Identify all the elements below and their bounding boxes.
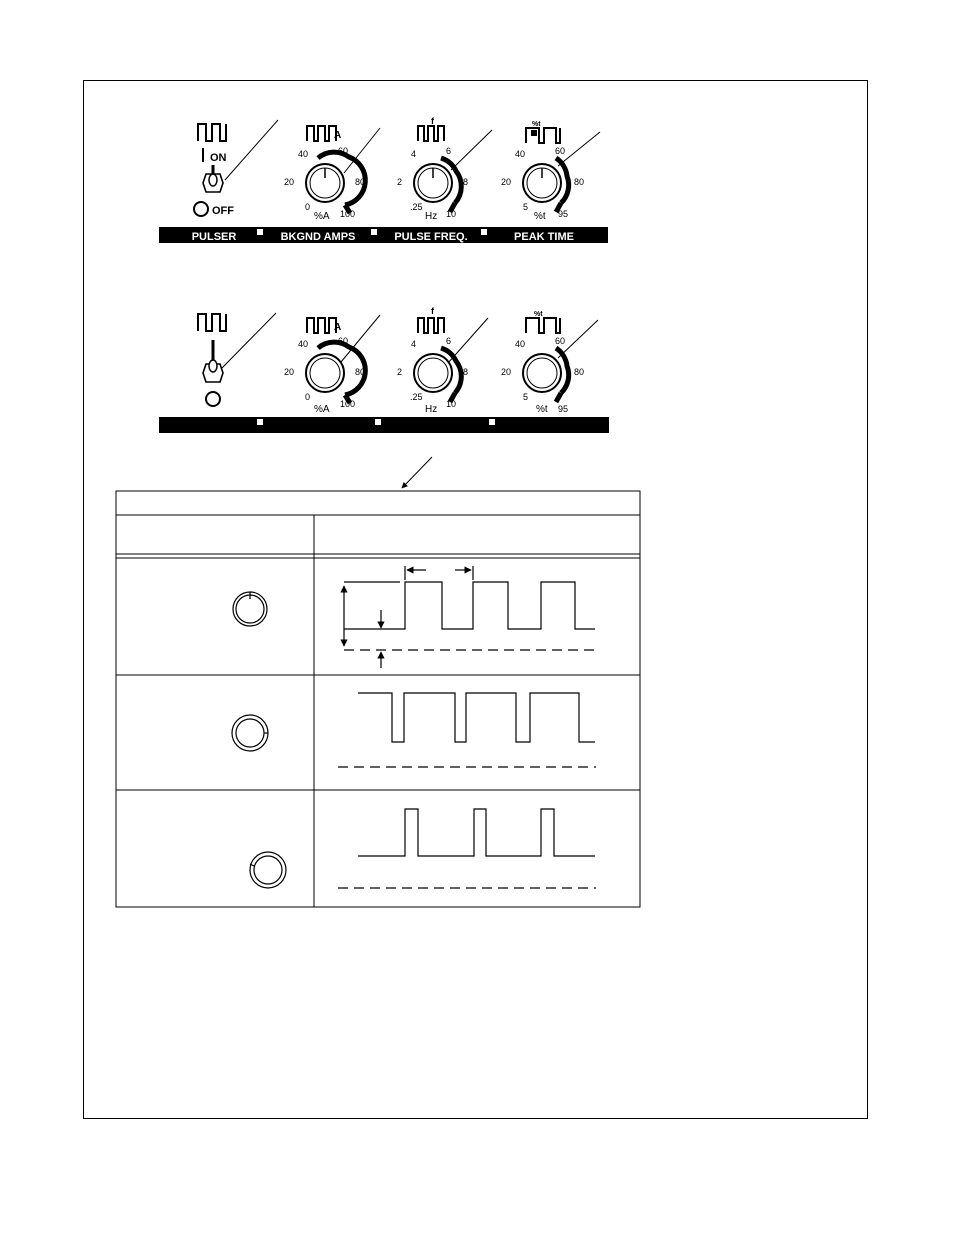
pulser-toggle-switch-2[interactable] bbox=[203, 340, 223, 382]
pulser-toggle-switch[interactable] bbox=[203, 165, 223, 192]
freq-scale-025: .25 bbox=[410, 202, 423, 212]
pulser-switch-group-2 bbox=[198, 313, 276, 406]
table-row-1 bbox=[233, 566, 596, 668]
peak-icon-text: %t bbox=[532, 121, 541, 128]
pulser-indicator-light-2 bbox=[206, 392, 220, 406]
bkgnd-scale-80-b: 80 bbox=[355, 367, 366, 377]
knob-position-icon-2 bbox=[232, 715, 268, 751]
bkgnd-unit-b: %A bbox=[314, 404, 330, 415]
section-label-band bbox=[159, 227, 608, 243]
freq-scale-10: 10 bbox=[446, 209, 457, 219]
bkgnd-icon-text: A bbox=[334, 130, 342, 141]
peak-time-control bbox=[501, 121, 600, 222]
peak-scale-80-b: 80 bbox=[574, 367, 585, 377]
pulse-waveform-icon bbox=[198, 124, 226, 141]
bkgnd-unit: %A bbox=[314, 211, 330, 222]
bkgnd-waveform-icon-2 bbox=[307, 318, 336, 333]
freq-scale-10-b: 10 bbox=[446, 399, 457, 409]
freq-scale-4: 4 bbox=[411, 149, 417, 159]
bkgnd-scale-100-b: 100 bbox=[340, 399, 356, 409]
switch-off-label: OFF bbox=[212, 205, 234, 217]
peak-scale-95: 95 bbox=[558, 209, 569, 219]
peak-scale-20: 20 bbox=[501, 177, 512, 187]
pulser-switch-group bbox=[194, 120, 278, 217]
peak-time-control-2 bbox=[501, 311, 598, 415]
freq-icon-text-2: f bbox=[431, 306, 434, 316]
bkgnd-icon-text-2: A bbox=[334, 322, 342, 333]
pulse-waveform-icon-2 bbox=[198, 314, 226, 331]
peak-time-knob-2[interactable] bbox=[523, 354, 561, 392]
bkgnd-scale-80: 80 bbox=[355, 177, 366, 187]
knob-position-icon-1 bbox=[233, 592, 267, 626]
bkgnd-scale-0-b: 0 bbox=[305, 392, 311, 402]
peak-scale-95-b: 95 bbox=[558, 404, 569, 414]
freq-scale-8: 8 bbox=[463, 177, 469, 187]
bkgnd-scale-100: 100 bbox=[340, 209, 356, 219]
freq-icon-text: f bbox=[431, 116, 434, 126]
bkgnd-amps-knob-2[interactable] bbox=[306, 354, 344, 392]
freq-scale-6: 6 bbox=[446, 146, 452, 156]
waveform-plot-1 bbox=[344, 566, 596, 668]
label-pulse-freq: PULSE FREQ. bbox=[394, 231, 468, 243]
pulse-freq-control-2 bbox=[397, 306, 488, 415]
freq-scale-2: 2 bbox=[397, 177, 403, 187]
table-pointer-line bbox=[402, 457, 432, 488]
peak-scale-40: 40 bbox=[515, 149, 526, 159]
pulser-indicator-light bbox=[194, 202, 208, 216]
bkgnd-scale-20-b: 20 bbox=[284, 367, 295, 377]
pulse-freq-knob-2[interactable] bbox=[414, 354, 452, 392]
peak-scale-80: 80 bbox=[574, 177, 585, 187]
peak-unit-b: %t bbox=[536, 404, 548, 415]
waveform-plot-3 bbox=[338, 809, 596, 888]
bkgnd-waveform-icon bbox=[307, 126, 336, 141]
section-label-band-2 bbox=[159, 417, 609, 433]
bkgnd-amps-control bbox=[284, 126, 380, 222]
bkgnd-scale-40-b: 40 bbox=[298, 339, 309, 349]
freq-scale-8-b: 8 bbox=[463, 367, 469, 377]
peak-unit: %t bbox=[534, 211, 546, 222]
freq-scale-2-b: 2 bbox=[397, 367, 403, 377]
freq-scale-6-b: 6 bbox=[446, 336, 452, 346]
freq-unit: Hz bbox=[425, 211, 438, 222]
peak-icon-text-2: %t bbox=[534, 311, 543, 318]
label-bkgnd-amps: BKGND AMPS bbox=[280, 231, 356, 243]
freq-unit-b: Hz bbox=[425, 404, 438, 415]
peak-scale-20-b: 20 bbox=[501, 367, 512, 377]
peak-scale-60: 60 bbox=[555, 146, 566, 156]
knob-position-icon-3 bbox=[250, 852, 286, 888]
bkgnd-scale-60-b: 60 bbox=[338, 336, 349, 346]
control-panel-top bbox=[159, 116, 608, 243]
bkgnd-scale-20: 20 bbox=[284, 177, 295, 187]
label-pulser: PULSER bbox=[191, 231, 237, 243]
peak-scale-5: 5 bbox=[523, 202, 529, 212]
freq-scale-025-b: .25 bbox=[410, 392, 423, 402]
bkgnd-scale-40: 40 bbox=[298, 149, 309, 159]
waveform-plot-2 bbox=[338, 693, 596, 767]
bkgnd-scale-60: 60 bbox=[338, 146, 349, 156]
freq-waveform-icon bbox=[418, 126, 444, 141]
waveform-table bbox=[116, 491, 640, 907]
bkgnd-scale-0: 0 bbox=[305, 202, 311, 212]
switch-on-label: ON bbox=[210, 152, 227, 164]
freq-waveform-icon-2 bbox=[418, 318, 444, 333]
table-row-3 bbox=[250, 809, 596, 888]
bkgnd-amps-control-2 bbox=[284, 315, 380, 415]
control-panel-bottom bbox=[159, 306, 609, 433]
peak-scale-40-b: 40 bbox=[515, 339, 526, 349]
pulse-freq-control bbox=[397, 116, 492, 222]
peak-waveform-icon-2 bbox=[526, 318, 560, 333]
label-peak-time: PEAK TIME bbox=[514, 231, 574, 243]
peak-scale-5-b: 5 bbox=[523, 392, 529, 402]
table-row-2 bbox=[232, 693, 596, 767]
peak-scale-60-b: 60 bbox=[555, 336, 566, 346]
freq-scale-4-b: 4 bbox=[411, 339, 417, 349]
